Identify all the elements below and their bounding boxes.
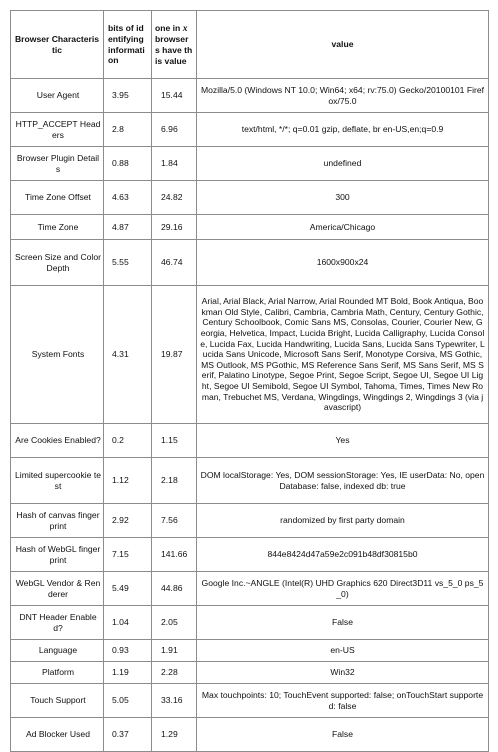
cell-bits: 5.05 [104,684,152,718]
header-one-in-x-suffix: browsers have this value [155,34,193,66]
cell-one-in-x: 33.16 [152,684,197,718]
header-x-variable: x [182,22,188,34]
cell-one-in-x: 19.87 [152,286,197,424]
cell-characteristic: DNT Header Enabled? [11,606,104,640]
cell-characteristic: Platform [11,662,104,684]
cell-value: Yes [197,424,489,458]
cell-characteristic: System Fonts [11,286,104,424]
cell-one-in-x: 1.91 [152,640,197,662]
cell-bits: 1.19 [104,662,152,684]
cell-characteristic: User Agent [11,79,104,113]
table-row [11,662,489,684]
header-browser-characteristic: Browser Characteristic [11,11,104,79]
table-body [11,79,489,752]
cell-value: DOM localStorage: Yes, DOM sessionStorage: Yes, IE userData: No, open Database: false, indexed db: true [197,458,489,504]
table-row [11,606,489,640]
fingerprint-table [10,10,489,752]
cell-one-in-x: 2.28 [152,662,197,684]
cell-one-in-x: 44.86 [152,572,197,606]
cell-value: randomized by first party domain [197,504,489,538]
cell-one-in-x: 15.44 [152,79,197,113]
table-row [11,240,489,286]
cell-bits: 4.31 [104,286,152,424]
cell-bits: 2.8 [104,113,152,147]
cell-value: 1600x900x24 [197,240,489,286]
table-row [11,684,489,718]
table-row [11,215,489,240]
cell-bits: 7.15 [104,538,152,572]
cell-one-in-x: 1.29 [152,718,197,752]
cell-value: en-US [197,640,489,662]
cell-bits: 3.95 [104,79,152,113]
cell-bits: 0.2 [104,424,152,458]
header-one-in-x-prefix: one in [155,22,181,33]
cell-characteristic: HTTP_ACCEPT Headers [11,113,104,147]
cell-value: Win32 [197,662,489,684]
cell-value: 300 [197,181,489,215]
cell-value: Arial, Arial Black, Arial Narrow, Arial Rounded MT Bold, Book Antiqua, Bookman Old Style, Calibri, Cambria, Cambria Math, Century, Century Gothic, Century Schoolbook, Comic Sans MS, Consolas, Courier, Courier New, Georgia, Helvetica, Impact, Lucida Bright, Lucida Calligraphy, Lucida Console, Lucida Fax, Lucida Handwriting, Lucida Sans, Lucida Sans Typewriter, Lucida Sans Unicode, Microsoft Sans Serif, Monotype Corsiva, MS Gothic, MS Outlook, MS PGothic, MS Reference Sans Serif, MS Sans Serif, MS Serif, Palatino Linotype, Segoe Print, Segoe Script, Segoe UI, Segoe UI Light, Segoe UI Semibold, Segoe UI Symbol, Tahoma, Times, Times New Roman, Trebuchet MS, Verdana, Wingdings, Wingdings 2, Wingdings 3 (via javascript) [197,286,489,424]
header-bits: bits of identifying information [104,11,152,79]
cell-bits: 1.04 [104,606,152,640]
cell-characteristic: Ad Blocker Used [11,718,104,752]
cell-value: text/html, */*; q=0.01 gzip, deflate, br en-US,en;q=0.9 [197,113,489,147]
cell-value: 844e8424d47a59e2c091b48df30815b0 [197,538,489,572]
cell-characteristic: WebGL Vendor & Renderer [11,572,104,606]
cell-characteristic: Screen Size and Color Depth [11,240,104,286]
table-row [11,147,489,181]
cell-bits: 2.92 [104,504,152,538]
table-row [11,424,489,458]
cell-one-in-x: 24.82 [152,181,197,215]
cell-one-in-x: 2.18 [152,458,197,504]
table-row [11,181,489,215]
cell-one-in-x: 7.56 [152,504,197,538]
cell-value: America/Chicago [197,215,489,240]
cell-bits: 5.55 [104,240,152,286]
cell-bits: 0.93 [104,640,152,662]
table-row [11,113,489,147]
table-row [11,640,489,662]
header-value: value [197,11,489,79]
cell-bits: 4.87 [104,215,152,240]
table-row [11,538,489,572]
cell-characteristic: Limited supercookie test [11,458,104,504]
cell-bits: 4.63 [104,181,152,215]
cell-characteristic: Time Zone Offset [11,181,104,215]
cell-value: undefined [197,147,489,181]
cell-characteristic: Browser Plugin Details [11,147,104,181]
cell-bits: 0.88 [104,147,152,181]
cell-one-in-x: 1.15 [152,424,197,458]
cell-one-in-x: 2.05 [152,606,197,640]
cell-characteristic: Language [11,640,104,662]
cell-characteristic: Time Zone [11,215,104,240]
cell-characteristic: Hash of canvas fingerprint [11,504,104,538]
cell-value: False [197,606,489,640]
cell-bits: 5.49 [104,572,152,606]
cell-one-in-x: 6.96 [152,113,197,147]
table-row [11,286,489,424]
cell-one-in-x: 29.16 [152,215,197,240]
table-row [11,79,489,113]
cell-bits: 0.37 [104,718,152,752]
cell-value: Mozilla/5.0 (Windows NT 10.0; Win64; x64; rv:75.0) Gecko/20100101 Firefox/75.0 [197,79,489,113]
table-row [11,458,489,504]
cell-one-in-x: 46.74 [152,240,197,286]
header-one-in-x [152,11,197,79]
cell-characteristic: Hash of WebGL fingerprint [11,538,104,572]
cell-one-in-x: 141.66 [152,538,197,572]
cell-bits: 1.12 [104,458,152,504]
cell-characteristic: Are Cookies Enabled? [11,424,104,458]
table-row [11,572,489,606]
cell-value: Max touchpoints: 10; TouchEvent supported: false; onTouchStart supported: false [197,684,489,718]
cell-value: False [197,718,489,752]
table-row [11,718,489,752]
cell-one-in-x: 1.84 [152,147,197,181]
table-header [11,11,489,79]
cell-characteristic: Touch Support [11,684,104,718]
header-row [11,11,489,79]
cell-value: Google Inc.~ANGLE (Intel(R) UHD Graphics 620 Direct3D11 vs_5_0 ps_5_0) [197,572,489,606]
table-row [11,504,489,538]
